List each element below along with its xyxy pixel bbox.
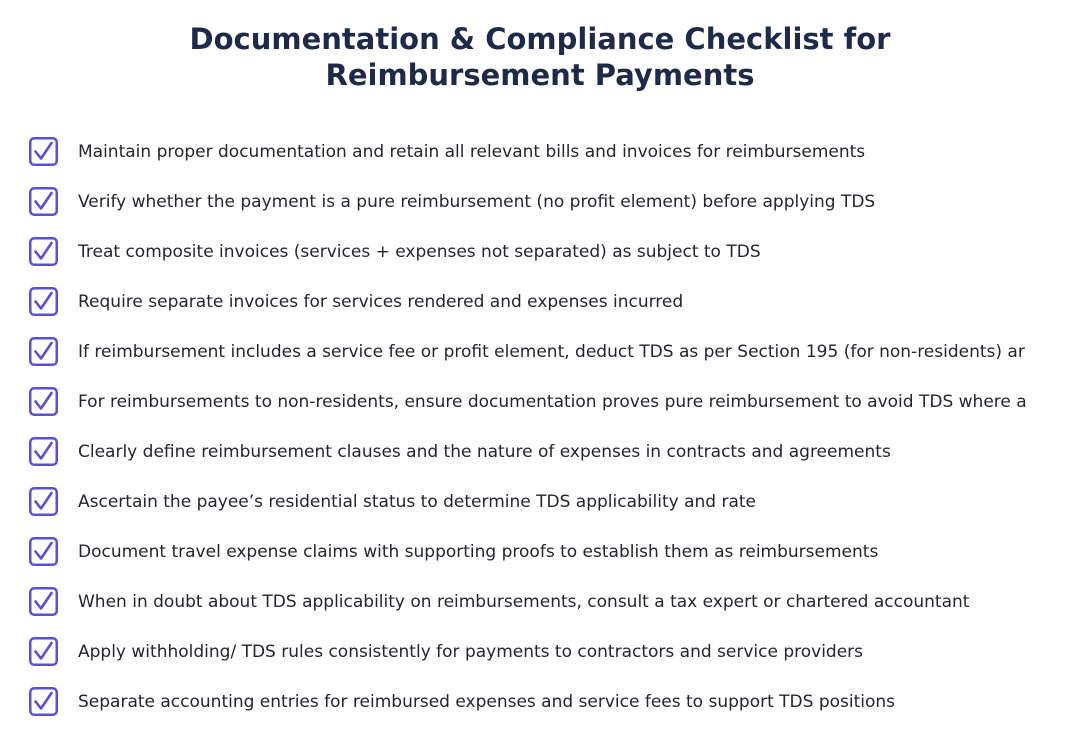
page-title-line-2: Reimbursement Payments [325, 58, 755, 92]
checklist-item [0, 527, 1080, 577]
checklist-item [0, 177, 1080, 227]
checked-checkbox-icon[interactable] [29, 137, 58, 166]
checklist-item [0, 127, 1080, 177]
checklist-item [0, 477, 1080, 527]
checked-checkbox-icon[interactable] [29, 487, 58, 516]
page-title-line-1: Documentation & Compliance Checklist for [189, 22, 891, 56]
checked-checkbox-icon[interactable] [29, 637, 58, 666]
checklist-item-text: Verify whether the payment is a pure reimbursement (no profit element) before applying TDS [78, 192, 876, 212]
checklist [0, 127, 1080, 727]
checked-checkbox-icon[interactable] [29, 287, 58, 316]
checklist-item-text: For reimbursements to non-residents, ensure documentation proves pure reimbursement to avoid TDS where a [78, 392, 1027, 412]
checked-checkbox-icon[interactable] [29, 437, 58, 466]
checklist-item-text: Document travel expense claims with supporting proofs to establish them as reimbursements [78, 542, 879, 562]
checked-checkbox-icon[interactable] [29, 537, 58, 566]
checklist-item [0, 577, 1080, 627]
checklist-item [0, 377, 1080, 427]
checked-checkbox-icon[interactable] [29, 687, 58, 716]
checklist-item-text: When in doubt about TDS applicability on reimbursements, consult a tax expert or chartered accountant [78, 592, 970, 612]
checked-checkbox-icon[interactable] [29, 237, 58, 266]
checklist-item [0, 427, 1080, 477]
checklist-item [0, 227, 1080, 277]
checklist-item [0, 627, 1080, 677]
checklist-item-text: Apply withholding/ TDS rules consistently for payments to contractors and service providers [78, 642, 864, 662]
page-title [0, 21, 1080, 93]
checklist-item-text: Maintain proper documentation and retain all relevant bills and invoices for reimbursements [78, 142, 866, 162]
checked-checkbox-icon[interactable] [29, 587, 58, 616]
checked-checkbox-icon[interactable] [29, 337, 58, 366]
checklist-item [0, 677, 1080, 727]
checked-checkbox-icon[interactable] [29, 387, 58, 416]
checklist-item-text: Clearly define reimbursement clauses and the nature of expenses in contracts and agreements [78, 442, 891, 462]
checklist-item-text: Require separate invoices for services rendered and expenses incurred [78, 292, 684, 312]
checklist-item-text: Treat composite invoices (services + expenses not separated) as subject to TDS [78, 242, 761, 262]
checklist-item-text: If reimbursement includes a service fee or profit element, deduct TDS as per Section 195 (for non-residents) ar [78, 342, 1025, 362]
checklist-item-text: Ascertain the payee’s residential status to determine TDS applicability and rate [78, 492, 757, 512]
checklist-item [0, 277, 1080, 327]
checked-checkbox-icon[interactable] [29, 187, 58, 216]
checklist-item [0, 327, 1080, 377]
checklist-item-text: Separate accounting entries for reimbursed expenses and service fees to support TDS positions [78, 692, 896, 712]
